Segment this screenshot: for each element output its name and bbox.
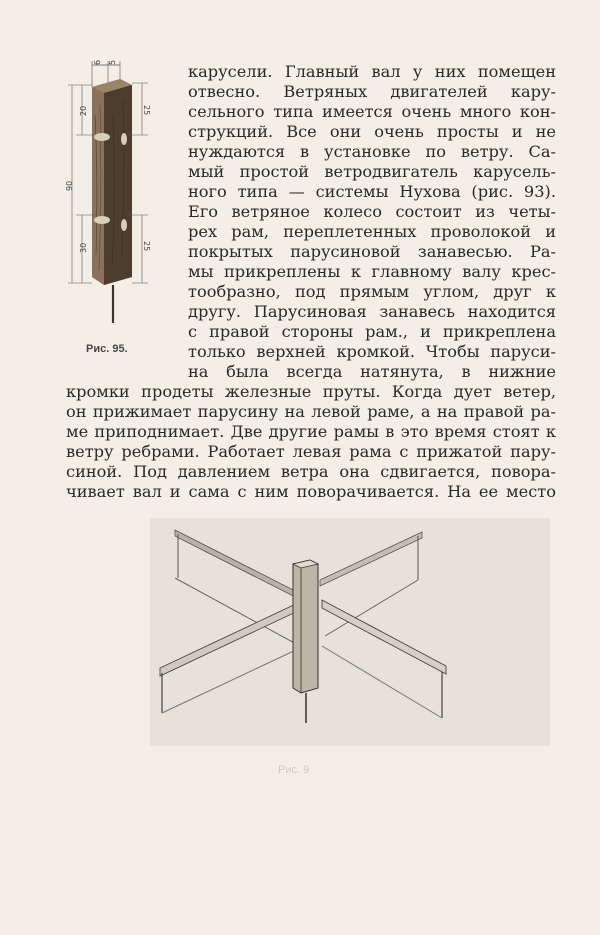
text-line: сельного типа имеется очень много кон- <box>188 102 556 121</box>
dim-left-upper: 20 <box>79 105 88 116</box>
text-line: чивает вал и сама с ним поворачивается. На ее место <box>66 482 556 501</box>
text-line: мы прикреплены к главному валу крес- <box>188 262 556 281</box>
text-line: ного типа — системы Нухова (рис. 93). <box>188 182 556 201</box>
text-line: ветру ребрами. Работает левая рама с прижатой пару- <box>66 442 556 461</box>
text-line: тообразно, под прямым углом, друг к <box>188 282 556 301</box>
text-line: на была всегда натянута, в нижние <box>188 362 556 381</box>
text-line: покрытых парусиновой занавесью. Ра- <box>188 242 556 261</box>
figure-94-caption: Рис. 9 <box>278 764 310 776</box>
text-line: отвесно. Ветряных двигателей кару- <box>188 82 556 101</box>
text-line: с правой стороны рам., и прикреплена <box>188 322 556 341</box>
text-line: карусели. Главный вал у них помещен <box>188 62 556 81</box>
text-line: только верхней кромкой. Чтобы паруси- <box>188 342 556 361</box>
dim-right-lower: 25 <box>142 241 151 252</box>
text-line: струкций. Все они очень просты и не <box>188 122 556 141</box>
text-line: кромки продеты железные пруты. Когда дует ветер, <box>66 382 556 401</box>
figure-95-caption: Рис. 95. <box>86 343 128 355</box>
dim-left-lower: 30 <box>79 242 88 253</box>
text-line: синой. Под давлением ветра она сдвигается, повора- <box>66 462 556 481</box>
text-line: он прижимает парусину на левой раме, а на правой ра- <box>66 402 556 421</box>
text-line: ме приподнимает. Две другие рамы в это время стоят к <box>66 422 556 441</box>
dim-top-width-a: 6 <box>93 59 102 65</box>
dim-top-width-b: 5 <box>108 59 117 65</box>
dim-total-height: 90 <box>65 180 74 191</box>
text-line: другу. Парусиновая занавесь находится <box>188 302 556 321</box>
text-line: мый простой ветродвигатель карусель- <box>188 162 556 181</box>
figure-94-carousel-wheel <box>150 518 550 746</box>
dim-right-upper: 25 <box>142 105 151 116</box>
text-line: Его ветряное колесо состоит из четы- <box>188 202 556 221</box>
figure-95-shaft-drawing <box>58 55 176 330</box>
text-line: рех рам, переплетенных проволокой и <box>188 222 556 241</box>
text-line: нуждаются в установке по ветру. Са- <box>188 142 556 161</box>
